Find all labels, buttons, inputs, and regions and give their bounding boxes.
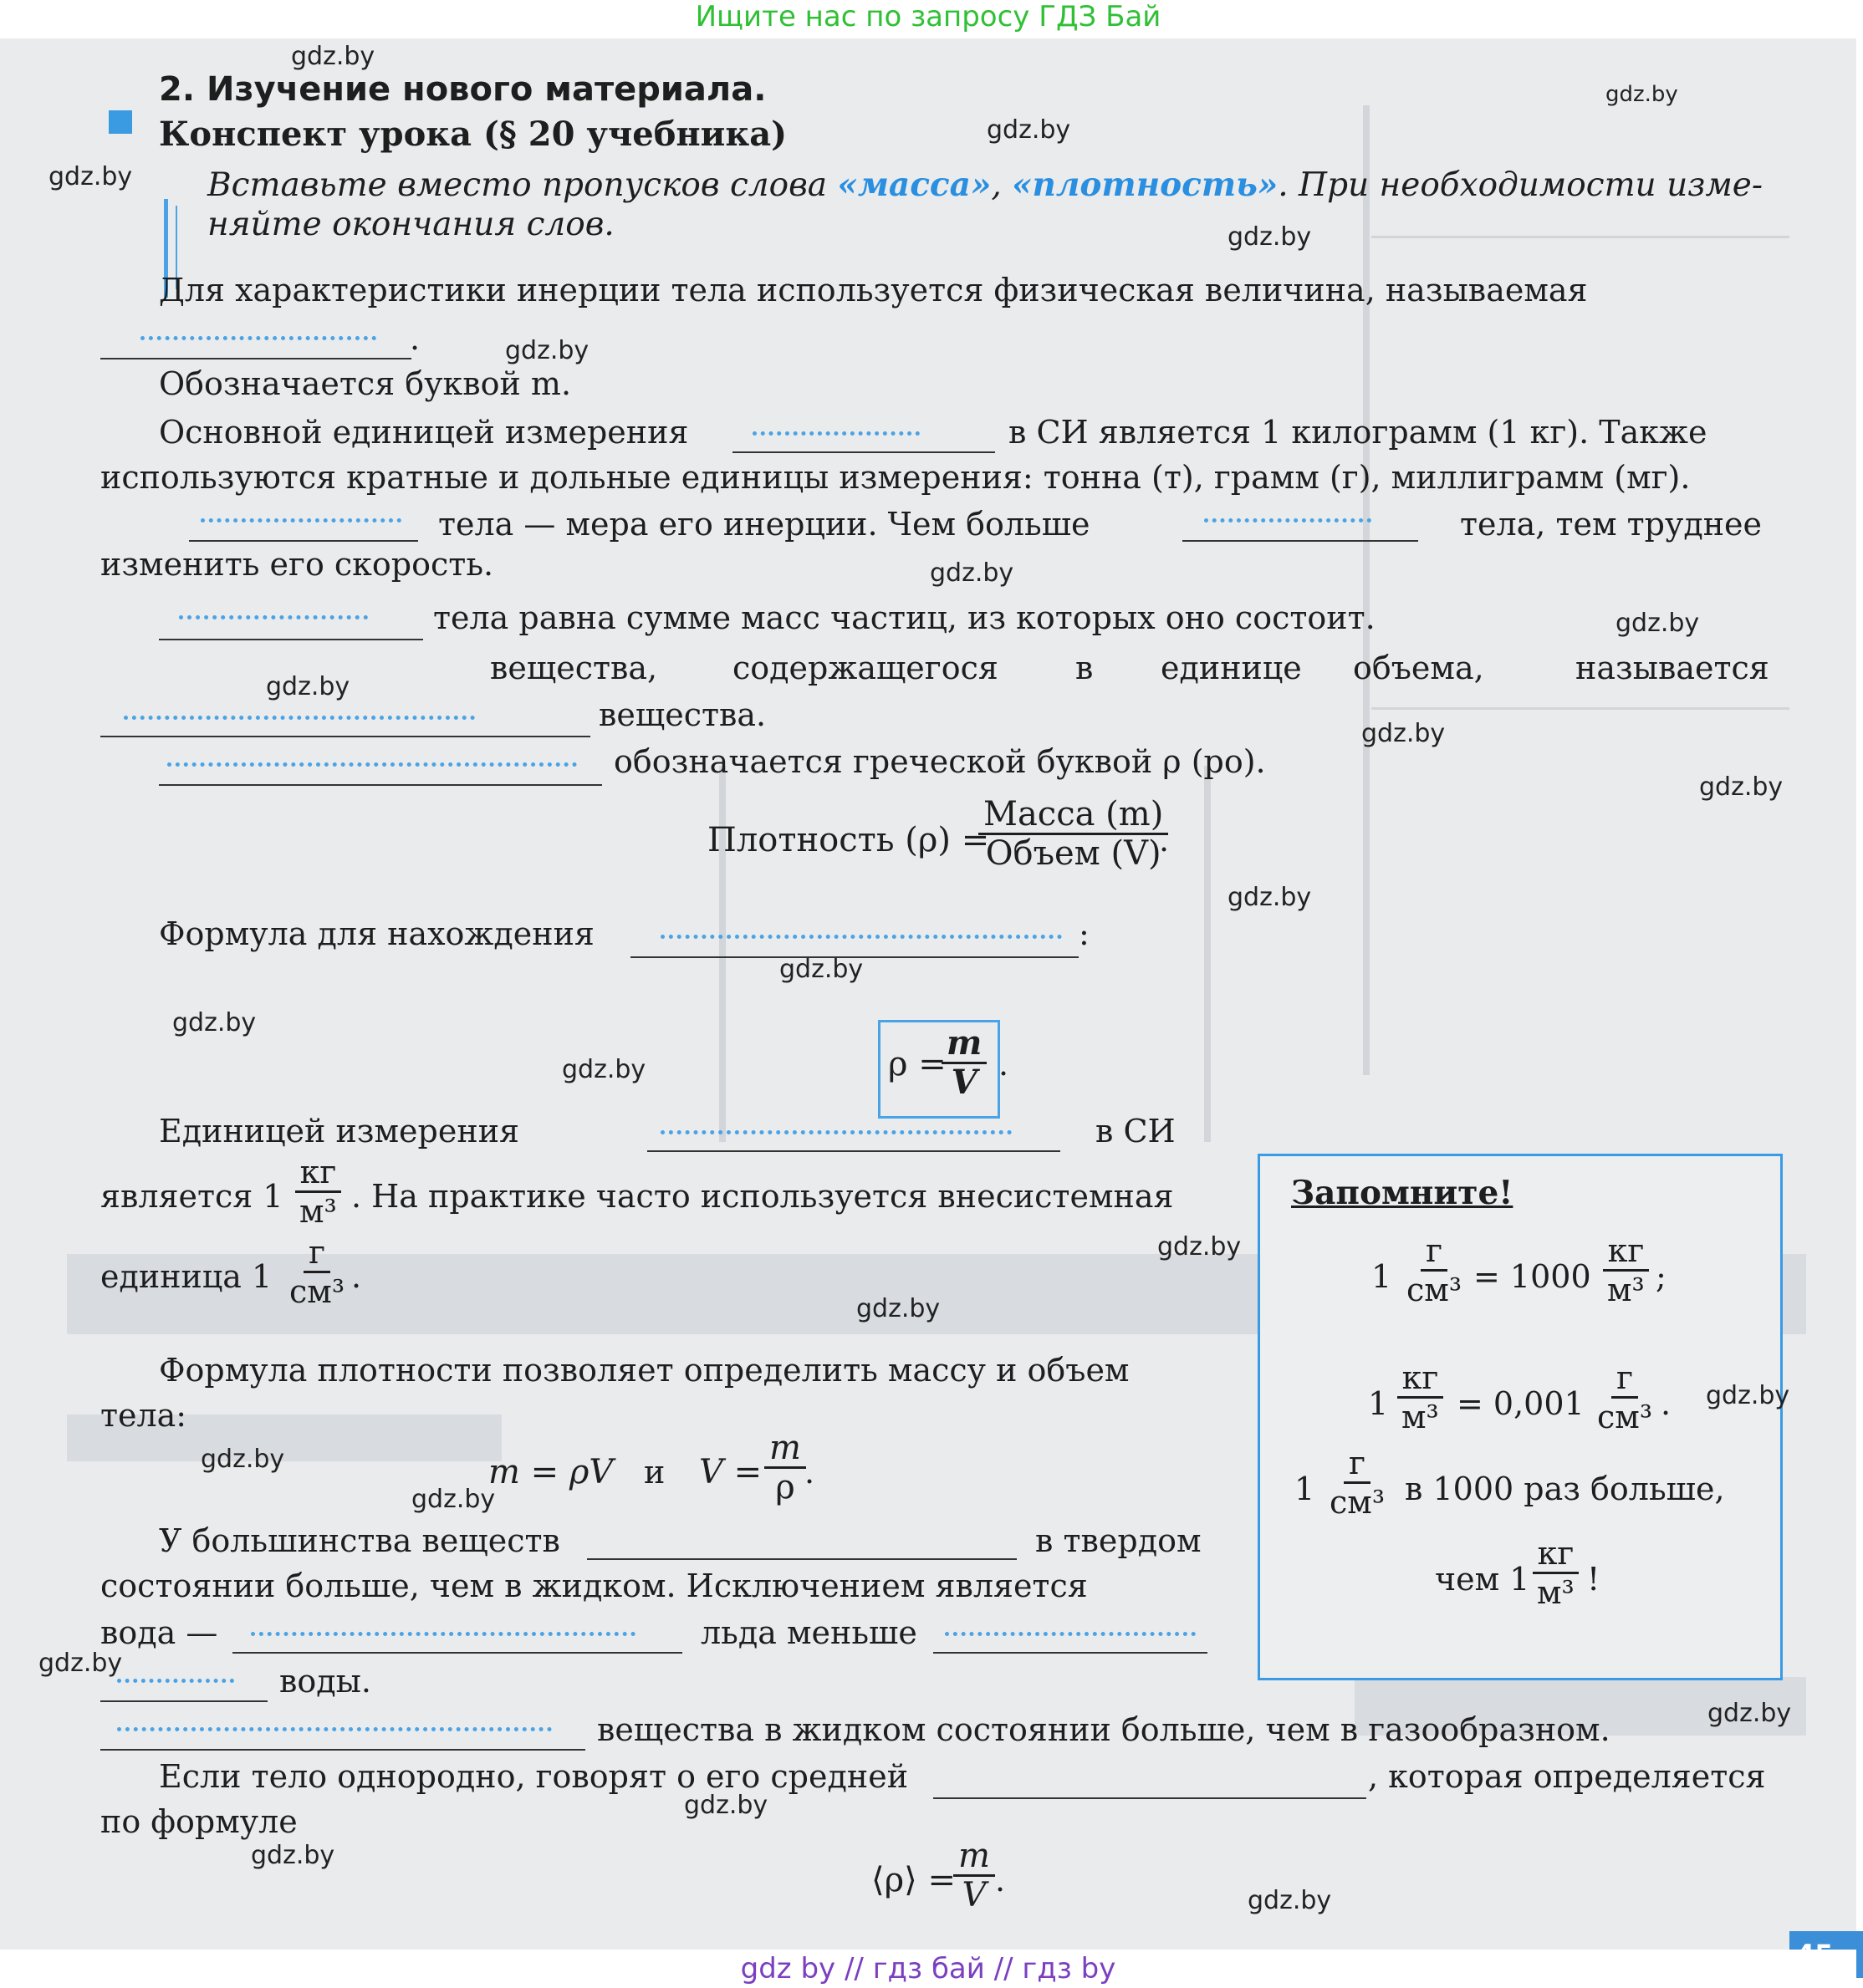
watermark: gdz.by <box>1699 772 1784 802</box>
watermark: gdz.by <box>779 955 864 984</box>
text-line: обозначается греческой буквой ρ (ро). <box>614 743 1266 780</box>
text-line: Формула для нахождения <box>159 915 595 952</box>
text-line: является 1 <box>100 1178 283 1215</box>
bleed-line <box>1363 105 1370 1075</box>
blank-line[interactable] <box>100 1749 585 1751</box>
watermark: gdz.by <box>201 1445 285 1474</box>
watermark: gdz.by <box>987 115 1071 145</box>
word-density: «плотность» <box>1012 166 1279 204</box>
answer-dots <box>167 762 577 767</box>
remember-text: = 1000 <box>1473 1258 1591 1295</box>
text-line: и <box>644 1454 666 1491</box>
answer-dots <box>945 1632 1196 1636</box>
text-line: объема, <box>1353 650 1484 686</box>
remember-text: ; <box>1656 1258 1666 1295</box>
kg-per-m3: кг м³ <box>1602 1232 1650 1308</box>
bottom-banner: gdz by // гдз бай // гдз by <box>0 1950 1856 1988</box>
blank-line[interactable] <box>100 1700 268 1702</box>
text-line: . <box>410 320 421 357</box>
word-mass: «масса» <box>837 166 992 204</box>
watermark: gdz.by <box>291 42 375 71</box>
m-over-v-avg: $\frac{m}{V}$ <box>953 1838 995 1914</box>
text-line: вода — <box>100 1614 218 1651</box>
remember-text: 1 <box>1371 1258 1392 1295</box>
m-over-rho: $\frac{m}{\rho}$ <box>764 1430 806 1506</box>
text-line: вещества, <box>490 650 658 686</box>
avg-rho: ⟨ρ⟩ = <box>871 1861 956 1899</box>
watermark: gdz.by <box>266 672 350 701</box>
text-line: в СИ является 1 килограмм (1 кг). Также <box>1008 414 1707 451</box>
formula-v: V = <box>699 1453 763 1491</box>
remember-text: = 0,001 <box>1457 1385 1585 1422</box>
bleed-line <box>1371 707 1789 710</box>
section-title: 2. Изучение нового материала. <box>159 70 767 109</box>
text-line: воды. <box>279 1663 371 1700</box>
answer-dots <box>140 336 376 340</box>
text-line: вещества в жидком состоянии больше, чем в газообразном. <box>597 1711 1610 1748</box>
text-line: единица 1 <box>100 1258 273 1295</box>
text-line: используются кратные и дольные единицы измерения: тонна (т), грамм (г), миллиграмм (мг). <box>100 459 1691 496</box>
text-line: Формула плотности позволяет определить массу и объем <box>159 1352 1130 1389</box>
watermark: gdz.by <box>38 1649 123 1678</box>
blank-line[interactable] <box>933 1652 1207 1654</box>
text-line: льда меньше <box>701 1614 917 1651</box>
top-banner: Ищите нас по запросу ГДЗ Бай <box>0 0 1856 38</box>
g-per-cm3: г см³ <box>1597 1359 1653 1435</box>
text-line: тела — мера его инерции. Чем больше <box>438 506 1090 543</box>
text-line: . <box>804 1454 815 1491</box>
text-line: содержащегося <box>732 650 998 686</box>
watermark: gdz.by <box>1248 1886 1332 1915</box>
watermark: gdz.by <box>251 1841 335 1870</box>
watermark: gdz.by <box>1706 1381 1790 1410</box>
blank-line[interactable] <box>1182 540 1418 542</box>
text-line: У большинства веществ <box>159 1522 560 1559</box>
answer-dots <box>251 1632 635 1636</box>
density-fraction: Масса (m) Объем (V) <box>978 796 1168 872</box>
watermark: gdz.by <box>1228 222 1312 252</box>
text-line: состоянии больше, чем в жидком. Исключением является <box>100 1567 1088 1604</box>
watermark: gdz.by <box>48 162 133 191</box>
watermark: gdz.by <box>856 1294 941 1323</box>
text-line: в <box>1075 650 1094 686</box>
instruction-line-1: Вставьте вместо пропусков слова «масса», «плотность». При необходимости изме- <box>207 166 1763 204</box>
answer-dots <box>1204 518 1371 522</box>
blank-line[interactable] <box>587 1558 1017 1560</box>
answer-dots <box>179 615 368 619</box>
text-line: . <box>998 1046 1009 1083</box>
watermark: gdz.by <box>1605 82 1678 107</box>
remember-text: в 1000 раз больше, <box>1405 1471 1725 1507</box>
text-line: называется <box>1575 650 1769 686</box>
watermark: gdz.by <box>562 1055 646 1084</box>
section-subtitle: Конспект урока (§ 20 учебника) <box>159 115 788 154</box>
blank-line[interactable] <box>732 451 995 453</box>
answer-dots <box>661 935 1062 939</box>
text-line: Обозначается буквой m. <box>159 365 572 402</box>
blank-line[interactable] <box>647 1150 1060 1152</box>
formula-m: m = ρV <box>488 1453 614 1491</box>
text-line: . <box>995 1862 1006 1899</box>
answer-dots <box>124 716 475 720</box>
remember-text: 1 <box>1294 1471 1315 1507</box>
g-per-cm3: г см³ <box>289 1234 345 1310</box>
watermark: gdz.by <box>930 558 1014 588</box>
text-line: вещества. <box>599 696 767 733</box>
section-marker <box>109 110 132 134</box>
answer-dots <box>117 1679 234 1683</box>
text-line: тела, тем труднее <box>1460 506 1763 543</box>
text-line: изменить его скорость. <box>100 546 494 583</box>
textbook-page <box>0 38 1856 1950</box>
blank-line[interactable] <box>232 1652 682 1654</box>
watermark: gdz.by <box>172 1008 257 1037</box>
text-line: тела: <box>100 1397 187 1434</box>
watermark: gdz.by <box>411 1485 496 1514</box>
blank-line[interactable] <box>189 540 418 542</box>
text-line: тела равна сумме масс частиц, из которых оно состоит. <box>433 599 1376 636</box>
answer-dots <box>117 1727 552 1731</box>
text-line: : <box>1079 915 1090 952</box>
blank-line[interactable] <box>159 639 423 640</box>
blank-line[interactable] <box>100 736 590 737</box>
blank-line[interactable] <box>100 358 411 359</box>
g-per-cm3: г см³ <box>1330 1445 1386 1521</box>
watermark: gdz.by <box>1157 1232 1242 1262</box>
kg-per-m3: кг м³ <box>294 1154 342 1230</box>
watermark: gdz.by <box>1228 883 1312 912</box>
text-line: . На практике часто используется внесистемная <box>351 1178 1174 1215</box>
text-line: в твердом <box>1035 1522 1202 1559</box>
watermark: gdz.by <box>684 1791 768 1820</box>
blank-line[interactable] <box>159 784 602 786</box>
m-over-v: $\frac{m}{V}$ <box>942 1025 987 1101</box>
text-line: Основной единицей измерения <box>159 414 689 451</box>
g-per-cm3: г см³ <box>1406 1232 1462 1308</box>
text-line: , которая определяется <box>1368 1758 1766 1795</box>
text-line: единице <box>1161 650 1302 686</box>
blank-line[interactable] <box>933 1797 1366 1799</box>
text-line: Единицей измерения <box>159 1113 519 1149</box>
instruction-line-2: няйте окончания слов. <box>207 206 615 243</box>
kg-per-m3: кг м³ <box>1532 1535 1580 1611</box>
remember-text: 1 <box>1368 1385 1389 1422</box>
answer-dots <box>753 431 920 436</box>
remember-title: Запомните! <box>1291 1174 1513 1212</box>
remember-text: ! <box>1587 1561 1600 1598</box>
bleed-line <box>1204 766 1211 1142</box>
answer-dots <box>201 518 401 522</box>
kg-per-m3: кг м³ <box>1396 1359 1444 1435</box>
rho-eq: ρ = <box>888 1045 947 1083</box>
answer-dots <box>661 1130 1012 1134</box>
watermark: gdz.by <box>1615 609 1700 638</box>
text-line: . <box>1159 822 1170 859</box>
watermark: gdz.by <box>1361 719 1446 748</box>
text-line: по формуле <box>100 1803 298 1840</box>
watermark: gdz.by <box>505 336 590 365</box>
bleed-line <box>1371 236 1789 238</box>
text-line: . <box>351 1258 362 1295</box>
remember-text: чем 1 <box>1435 1561 1530 1598</box>
text-line: Для характеристики инерции тела используется физическая величина, называемая <box>159 272 1588 308</box>
density-label: Плотность (ρ) = <box>707 821 990 859</box>
remember-text: . <box>1661 1385 1672 1422</box>
text-line: в СИ <box>1095 1113 1176 1149</box>
text-line: Если тело однородно, говорят о его средней <box>159 1758 909 1795</box>
watermark: gdz.by <box>1707 1699 1792 1728</box>
